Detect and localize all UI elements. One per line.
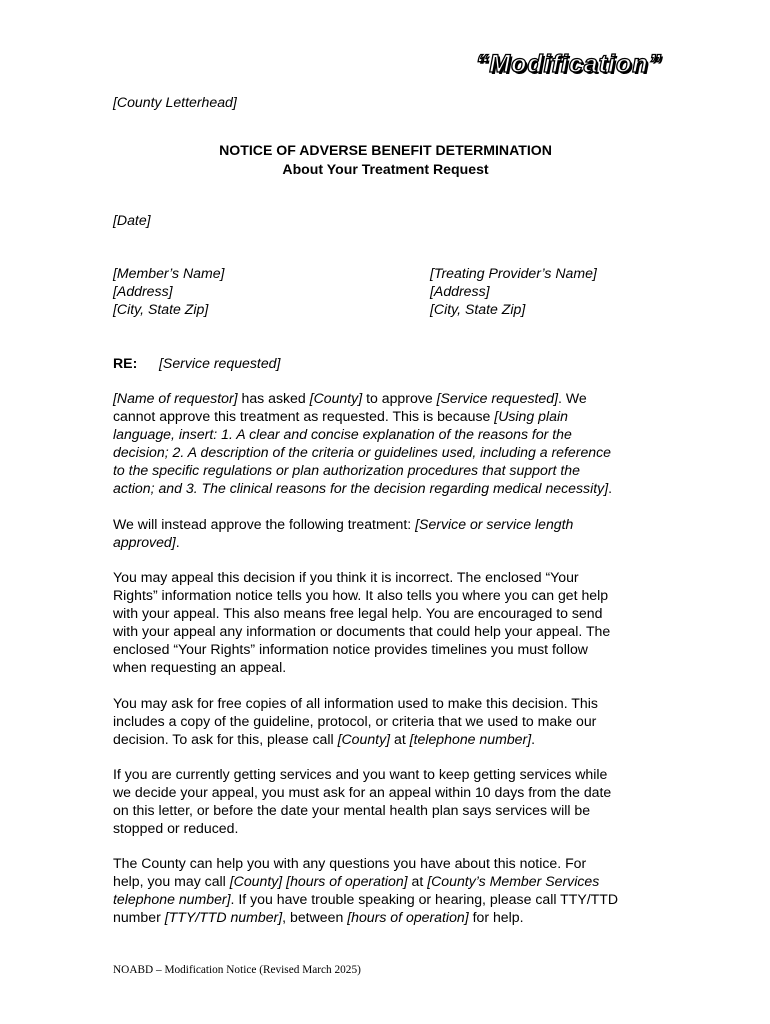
paragraph-line: when requesting an appeal.: [113, 658, 287, 675]
paragraph-approved-treatment: [113, 516, 658, 552]
date-placeholder: [Date]: [113, 212, 151, 228]
member-address-block: [113, 265, 413, 319]
notice-subtitle: About Your Treatment Request: [282, 160, 489, 177]
paragraph-line: Rights” information notice tells you how. It also tells you where you can get help: [113, 586, 609, 603]
paragraph-line: to the specific regulations or plan authorization procedures that support the: [113, 461, 580, 478]
paragraph-line: we decide your appeal, you must ask for an appeal within 10 days from the date: [113, 783, 612, 800]
paragraph-continuing-services: [113, 766, 658, 838]
paragraph-determination: [113, 390, 658, 497]
paragraph-line: decision. To ask for this, please call [County] at [telephone number].: [113, 730, 536, 747]
paragraph-line: decision; 2. A description of the criteria or guidelines used, including a reference: [113, 443, 612, 460]
member-address: [Address]: [113, 282, 173, 299]
provider-name: [Treating Provider’s Name]: [430, 265, 597, 281]
paragraph-line: approved].: [113, 533, 180, 550]
member-name: [Member’s Name]: [113, 265, 225, 281]
provider-city: [City, State Zip]: [430, 300, 526, 317]
paragraph-line: The County can help you with any questions you have about this notice. For: [113, 855, 587, 871]
member-city: [City, State Zip]: [113, 300, 209, 317]
paragraph-line: We will instead approve the following treatment: [Service or service length: [113, 516, 574, 532]
paragraph-appeal-rights: [113, 569, 658, 676]
paragraph-line: action; and 3. The clinical reasons for the decision regarding medical necessity].: [113, 479, 613, 496]
re-value: [Service requested]: [159, 355, 281, 371]
re-line: [113, 355, 658, 373]
paragraph-line: enclosed “Your Rights” information notice provides timelines you must follow: [113, 640, 588, 657]
paragraph-line: language, insert: 1. A clear and concise explanation of the reasons for the: [113, 425, 572, 442]
paragraph-line: [Name of requestor] has asked [County] to approve [Service requested]. We: [113, 390, 587, 406]
paragraph-free-copies: [113, 695, 658, 749]
provider-address: [Address]: [430, 282, 490, 299]
page-footer: NOABD – Modification Notice (Revised March 2025): [113, 964, 361, 976]
re-label: RE:: [113, 355, 138, 371]
paragraph-line: with your appeal. This also means free legal help. You are encouraged to send: [113, 604, 603, 621]
paragraph-line: includes a copy of the guideline, protocol, or criteria that we used to make our: [113, 712, 597, 729]
modification-stamp: “Modification”: [475, 50, 662, 78]
paragraph-line: stopped or reduced.: [113, 819, 239, 836]
paragraph-line: If you are currently getting services and you want to keep getting services while: [113, 766, 608, 782]
provider-address-block: [430, 265, 690, 319]
paragraph-line: with your appeal any information or documents that could help your appeal. The: [113, 622, 611, 639]
paragraph-line: number [TTY/TTD number], between [hours of operation] for help.: [113, 908, 524, 925]
paragraph-line: You may ask for free copies of all information used to make this decision. This: [113, 695, 598, 711]
notice-heading: [113, 141, 658, 178]
paragraph-line: telephone number]. If you have trouble speaking or hearing, please call TTY/TTD: [113, 890, 619, 907]
paragraph-line: help, you may call [County] [hours of operation] at [County’s Member Services: [113, 872, 600, 889]
paragraph-line: on this letter, or before the date your mental health plan says services will be: [113, 801, 591, 818]
paragraph-line: cannot approve this treatment as requested. This is because [Using plain: [113, 407, 568, 424]
paragraph-county-help: [113, 855, 658, 927]
county-letterhead: [County Letterhead]: [113, 94, 237, 110]
paragraph-line: You may appeal this decision if you think it is incorrect. The enclosed “Your: [113, 569, 579, 585]
notice-title: NOTICE OF ADVERSE BENEFIT DETERMINATION: [219, 142, 552, 158]
